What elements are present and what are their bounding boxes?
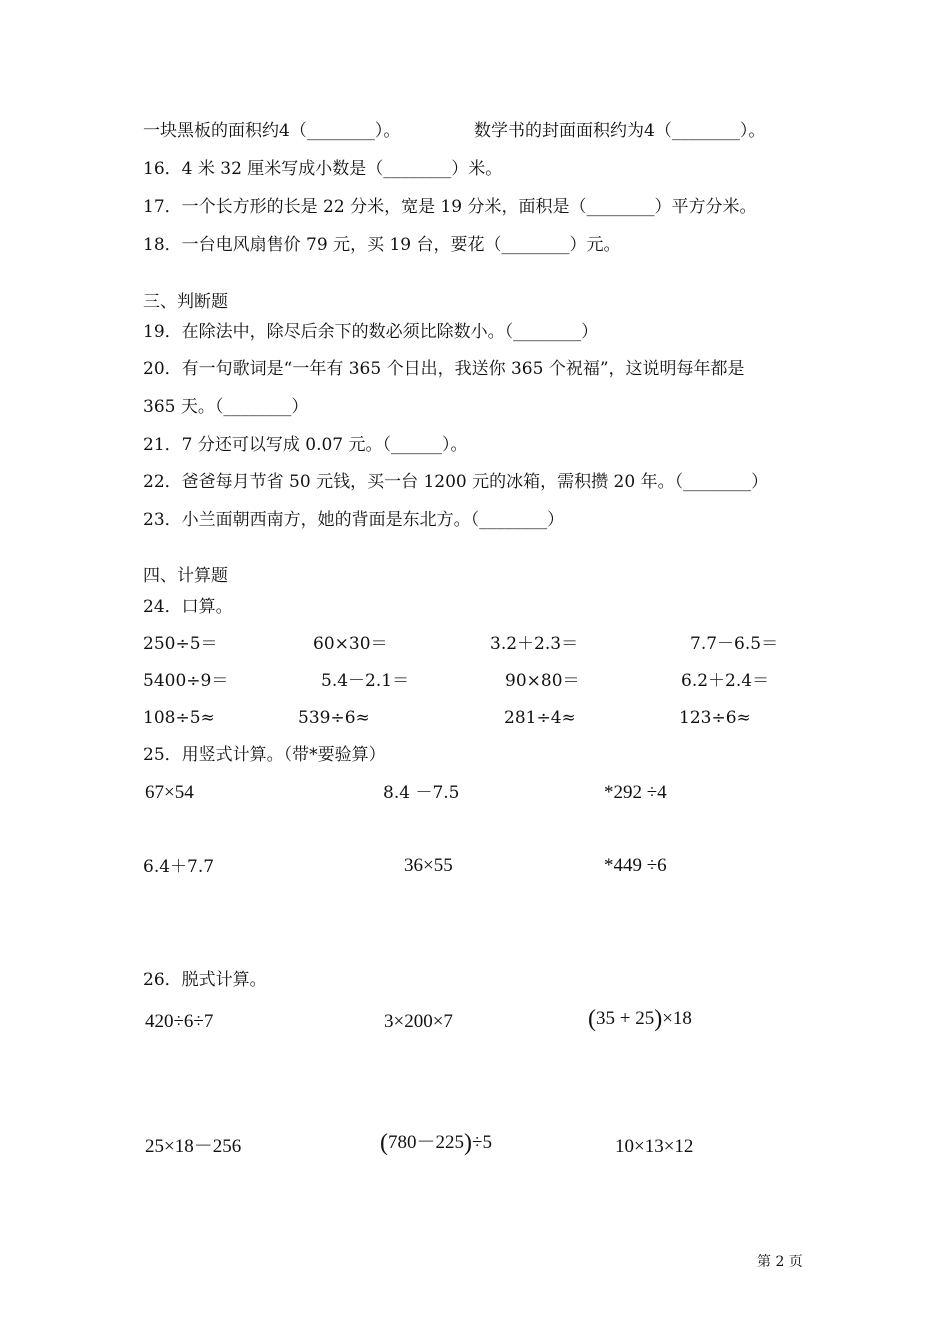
question-22: 22．爸爸每月节省 50 元钱，买一台 1200 元的冰箱，需积攒 20 年。（________） [143,472,769,492]
stepwise-item: 3×200×7 [384,1011,453,1032]
question-23: 23．小兰面朝西南方，她的背面是东北方。（________） [143,510,565,530]
vertical-item: 67×54 [145,782,194,803]
stepwise-item: 420÷6÷7 [145,1011,214,1032]
question-19: 19．在除法中，除尽后余下的数必须比除数小。（________） [143,322,599,342]
vertical-item: 6.4＋7.7 [143,857,215,877]
stepwise-item [380,1132,492,1154]
vertical-item: *292 ÷4 [604,782,667,803]
left-paren: ( [588,1006,596,1032]
question-26-title: 26．脱式计算。 [143,970,267,990]
question-25-title: 25．用竖式计算。（带*要验算） [143,745,386,765]
question-18: 18．一台电风扇售价 79 元，买 19 台，要花（________）元。 [143,235,621,255]
section-heading-judge: 三、判断题 [143,292,228,312]
stepwise-item: 10×13×12 [615,1136,694,1157]
oral-item: 123÷6≈ [679,708,751,728]
oral-item: 3.2＋2.3＝ [490,634,579,654]
question-24-title: 24．口算。 [143,597,233,617]
vertical-item: 8.4 －7.5 [383,783,460,803]
question-17: 17．一个长方形的长是 22 分米，宽是 19 分米，面积是（________）平方分米。 [143,197,757,217]
stepwise-item: 25×18－256 [145,1136,242,1157]
expression-tail: ÷5 [472,1132,492,1153]
right-paren: ) [654,1006,663,1032]
left-paren: ( [380,1130,388,1156]
oral-item: 108÷5≈ [143,708,215,728]
q15-blackboard: 一块黑板的面积约4（________）。 [143,121,401,141]
q15-math-book: 数学书的封面面积约为4（________）。 [474,121,766,141]
expression-tail: ×18 [662,1008,692,1029]
question-21: 21．7 分还可以写成 0.07 元。（______）。 [143,435,468,455]
oral-item: 60×30＝ [313,634,388,654]
question-20-line2: 365 天。（________） [143,397,309,417]
oral-item: 90×80＝ [505,671,580,691]
oral-item: 5400÷9＝ [143,671,229,691]
right-paren: ) [464,1130,473,1156]
question-20-line1: 20．有一句歌词是“一年有 365 个日出，我送你 365 个祝福”，这说明每年都是 [143,359,745,379]
stepwise-item [588,1008,692,1030]
paren-expression: 35 + 25 [596,1008,655,1029]
oral-item: 6.2＋2.4＝ [681,671,770,691]
oral-item: 281÷4≈ [504,708,576,728]
vertical-item: 36×55 [404,855,453,876]
oral-item: 7.7－6.5＝ [690,634,779,654]
section-heading-calc: 四、计算题 [143,566,228,586]
vertical-item: *449 ÷6 [604,855,667,876]
question-16: 16．4 米 32 厘米写成小数是（________）米。 [143,159,503,179]
oral-item: 250÷5＝ [143,634,218,654]
paren-expression: 780－225 [388,1132,465,1153]
page-number: 第 2 页 [757,1254,803,1270]
oral-item: 539÷6≈ [298,708,370,728]
oral-item: 5.4－2.1＝ [321,671,410,691]
